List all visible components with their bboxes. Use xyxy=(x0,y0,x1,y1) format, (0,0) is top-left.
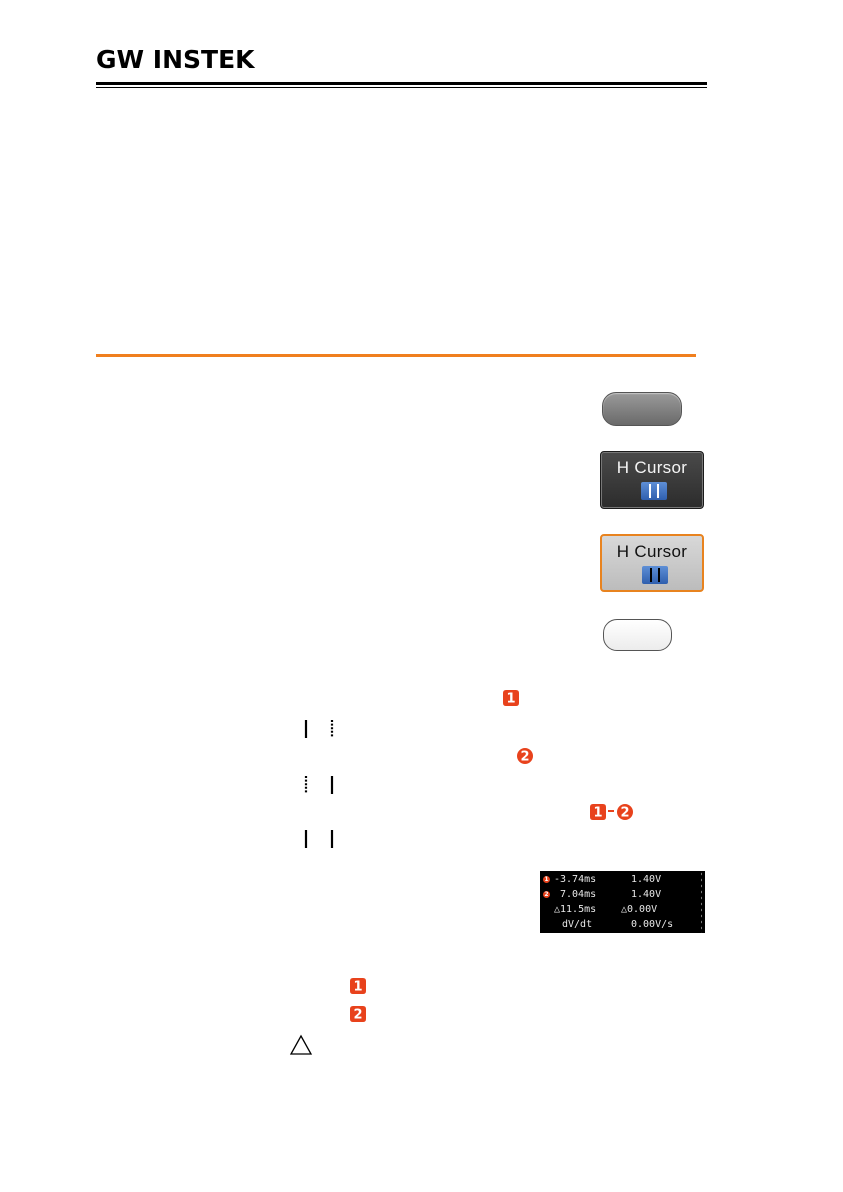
readout-row xyxy=(540,887,705,902)
h-cursor-softkey[interactable] xyxy=(600,451,704,509)
h-cursor-label: H Cursor xyxy=(616,458,688,477)
h-cursor-selected-label: H Cursor xyxy=(616,542,688,561)
readout-voltage: 1.40V xyxy=(631,874,662,885)
h-cursor-selected-icon xyxy=(642,566,668,584)
delta-icon xyxy=(289,1034,313,1056)
readout-marker-2: 2 xyxy=(544,891,549,898)
readout-dvdt-label: dV/dt xyxy=(562,919,593,930)
cursor-1-active-icon xyxy=(302,719,334,739)
cursor-key[interactable] xyxy=(602,392,682,426)
readout-delta-time: △11.5ms xyxy=(554,904,597,915)
readout-delta-voltage: △0.00V xyxy=(621,904,658,915)
svg-text:2: 2 xyxy=(620,805,630,821)
readout-dotted-edge xyxy=(700,871,703,933)
svg-text:1: 1 xyxy=(593,805,603,821)
svg-text:1: 1 xyxy=(506,691,516,707)
readout-time: -3.74ms xyxy=(554,874,597,885)
cursor-2-badge-icon xyxy=(516,747,534,765)
header-rule-thin xyxy=(96,87,707,88)
readout-dvdt-value: 0.00V/s xyxy=(631,919,674,930)
select-key[interactable] xyxy=(603,619,672,651)
cursor-both-active-icon xyxy=(302,829,334,849)
readout-time: 7.04ms xyxy=(560,889,597,900)
cursor-1-badge-icon xyxy=(589,803,607,821)
h-cursor-softkey-selected[interactable] xyxy=(600,534,704,592)
gw-instek-logo: GW INSTEK xyxy=(96,45,255,74)
header-rule xyxy=(96,82,707,85)
svg-text:1: 1 xyxy=(353,979,363,995)
section-divider xyxy=(96,354,696,357)
badge-separator xyxy=(608,810,614,812)
svg-text:2: 2 xyxy=(520,749,530,765)
readout-row xyxy=(540,917,705,932)
readout-marker-1: 1 xyxy=(544,876,549,883)
cursor-2-badge-icon xyxy=(349,1005,367,1023)
svg-text:2: 2 xyxy=(353,1007,363,1023)
cursor-1-badge-icon xyxy=(502,689,520,707)
readout-voltage: 1.40V xyxy=(631,889,662,900)
readout-row xyxy=(540,902,705,917)
h-cursor-icon xyxy=(641,482,667,500)
cursor-1-badge-icon xyxy=(349,977,367,995)
cursor-readout xyxy=(540,871,705,933)
cursor-2-badge-icon xyxy=(616,803,634,821)
readout-row xyxy=(540,872,705,887)
cursor-2-active-icon xyxy=(302,775,334,795)
